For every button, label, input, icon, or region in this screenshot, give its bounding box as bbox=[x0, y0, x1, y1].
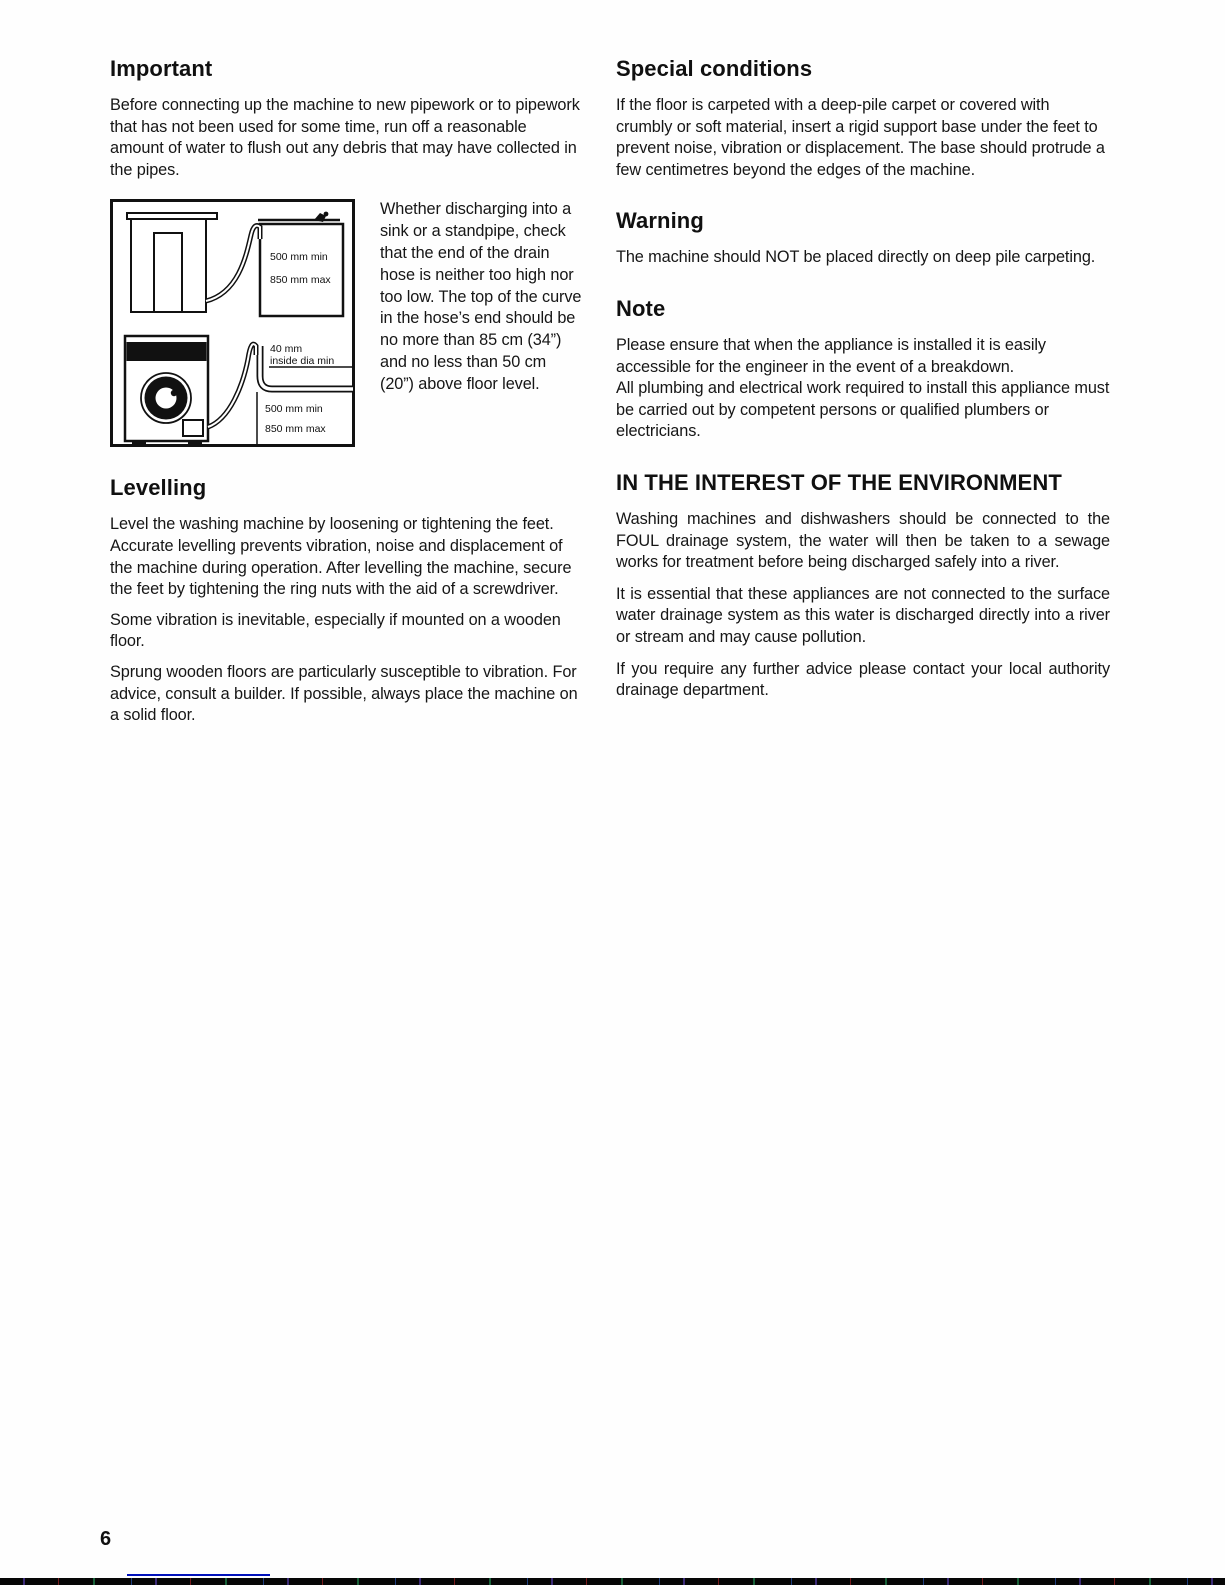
environment-heading: IN THE INTEREST OF THE ENVIRONMENT bbox=[616, 469, 1062, 495]
control-panel bbox=[127, 342, 207, 361]
drain-hose-figure bbox=[110, 199, 584, 447]
environment-paragraph-1: Washing machines and dishwashers should be connected to the FOUL drainage system, the water will then be taken to a sewage works for treatment before being discharged safely into a river. bbox=[616, 509, 1110, 572]
section-note bbox=[616, 296, 1110, 443]
section-levelling bbox=[110, 475, 584, 726]
label-pipe-min: 500 mm min bbox=[265, 403, 323, 416]
special-conditions-paragraph: If the floor is carpeted with a deep-pile carpet or covered with crumbly or soft material, insert a rigid support base under the feet to prevent noise, vibration or displacement. The base should protrude a few centimetres beyond the edges of the machine. bbox=[616, 96, 1105, 179]
scan-edge-bar bbox=[0, 1578, 1225, 1585]
special-conditions-heading: Special conditions bbox=[616, 56, 813, 81]
page-number: 6 bbox=[100, 1528, 112, 1550]
warning-heading: Warning bbox=[616, 208, 704, 234]
footer-blue-line bbox=[127, 1574, 270, 1576]
important-paragraph: Before connecting up the machine to new pipework or to pipework that has not been used for some time, run off a reasonable amount of water to flush out any debris that may have collected in the pipes. bbox=[110, 96, 580, 179]
warning-paragraph: The machine should NOT be placed directly on deep pile carpeting. bbox=[616, 248, 1096, 267]
label-sink-max: 850 mm max bbox=[270, 274, 331, 287]
left-column bbox=[110, 56, 584, 754]
drain-hose-diagram bbox=[110, 199, 355, 447]
levelling-paragraph-2: Some vibration is inevitable, especially if mounted on a wooden floor. bbox=[110, 610, 561, 651]
levelling-heading: Levelling bbox=[110, 475, 207, 501]
label-pipe-dia-1: 40 mm bbox=[270, 343, 303, 356]
environment-paragraph-2: It is essential that these appliances are not connected to the surface water drainage system as this water is discharged directly into a river or stream and may cause pollution. bbox=[616, 584, 1110, 646]
levelling-paragraph-3: Sprung wooden floors are particularly susceptible to vibration. For advice, consult a builder. If possible, always place the machine on a solid floor. bbox=[110, 662, 578, 725]
section-important bbox=[110, 56, 584, 181]
label-pipe-dia-2: inside dia min bbox=[270, 355, 335, 368]
right-column bbox=[616, 56, 1110, 729]
section-special-conditions bbox=[616, 56, 1110, 181]
environment-paragraph-3: If you require any further advice please contact your local authority drainage department. bbox=[616, 659, 1110, 700]
label-sink-min: 500 mm min bbox=[270, 251, 328, 264]
note-paragraph-2: All plumbing and electrical work required to install this appliance must be carried out by competent persons or qualified plumbers or electricians. bbox=[616, 379, 1110, 441]
note-paragraph-1: Please ensure that when the appliance is installed it is easily accessible for the engineer in the event of a breakdown. bbox=[616, 335, 1046, 376]
note-heading: Note bbox=[616, 295, 666, 321]
section-warning bbox=[616, 208, 1110, 269]
section-environment bbox=[616, 470, 1110, 702]
label-pipe-max: 850 mm max bbox=[265, 423, 326, 436]
levelling-paragraph-1: Level the washing machine by loosening or tightening the feet. Accurate levelling prevents vibration, noise and displacement of the machine during operation. After levelling the machine, secure the feet by tightening the ring nuts with the aid of a screwdriver. bbox=[110, 515, 572, 599]
important-heading: Important bbox=[110, 56, 213, 81]
figure-caption: Whether discharging into a sink or a standpipe, check that the end of the drain hose is neither too high nor too low. The top of the curve in the hose’s end should be no more than 85 cm (34”) and no less than 50 cm (20”) above floor level. bbox=[380, 200, 582, 393]
